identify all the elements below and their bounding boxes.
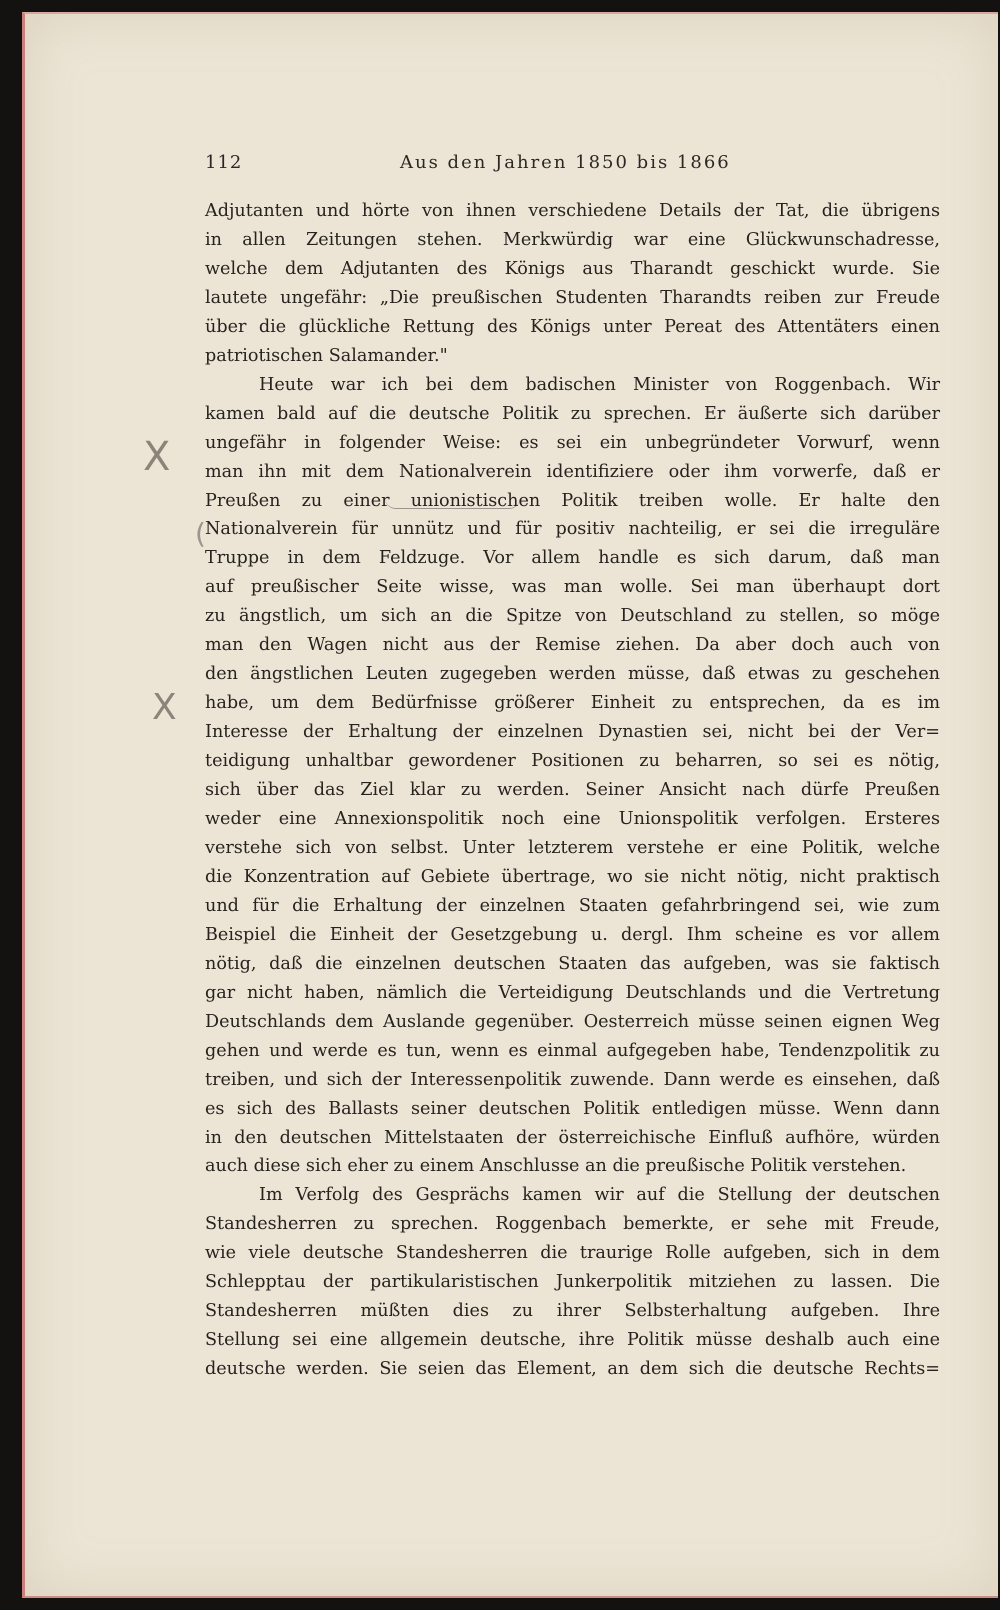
pencil-cross-mark: X [152,687,177,728]
text-line: kamen bald auf die deutsche Politik zu sprechen. Er äußerte sich darüber [205,403,940,424]
text-line: es sich des Ballasts seiner deutschen Politik entledigen müsse. Wenn dann [205,1098,940,1119]
text-line: über die glückliche Rettung des Königs unter Pereat des Attentäters einen [205,316,940,337]
text-line: in den deutschen Mittelstaaten der österreichische Einfluß aufhöre, würden [205,1127,940,1148]
text-line: welche dem Adjutanten des Königs aus Tharandt geschickt wurde. Sie [205,258,940,279]
text-line: auch diese sich eher zu einem Anschlusse an die preußische Politik verstehen. [205,1156,907,1177]
text-line: verstehe sich von selbst. Unter letzterem verstehe er eine Politik, welche [205,837,940,858]
text-line: auf preußischer Seite wisse, was man wolle. Sei man überhaupt dort [205,577,940,598]
text-line: teidigung unhaltbar gewordener Positionen zu beharren, so sei es nötig, [205,751,940,772]
text-line: ungefähr in folgender Weise: es sei ein unbegründeter Vorwurf, wenn [205,432,940,453]
pencil-bracket-mark: ( [195,517,206,550]
text-line: Standesherren zu sprechen. Roggenbach bemerkte, er sehe mit Freude, [205,1214,940,1235]
text-line: gehen und werde es tun, wenn es einmal aufgegeben habe, Tendenzpolitik zu [205,1040,940,1061]
text-line: Truppe in dem Feldzuge. Vor allem handle es sich darum, daß man [205,548,940,569]
text-line: sich über das Ziel klar zu werden. Seiner Ansicht nach dürfe Preußen [205,780,940,801]
page-number: 112 [205,152,243,173]
text-line: Stellung sei eine allgemein deutsche, ihre Politik müsse deshalb auch eine [205,1330,940,1351]
text-line: Im Verfolg des Gesprächs kamen wir auf die Stellung der deutschen [259,1185,940,1206]
text-line: gar nicht haben, nämlich die Verteidigung Deutschlands und die Vertretung [205,982,940,1003]
text-line: treiben, und sich der Interessenpolitik zuwende. Dann werde es einsehen, daß [205,1069,940,1090]
text-line: Deutschlands dem Auslande gegenüber. Oesterreich müsse seinen eignen Weg [205,1011,940,1032]
body-text [205,197,940,1384]
text-line: Preußen zu einer unionistischen Politik treiben wolle. Er halte den [205,490,940,511]
text-line: Standesherren müßten dies zu ihrer Selbsterhaltung aufgeben. Ihre [205,1301,940,1322]
text-line: Heute war ich bei dem badischen Minister von Roggenbach. Wir [259,374,940,395]
text-line: man ihn mit dem Nationalverein identifiziere oder ihm vorwerfe, daß er [205,461,940,482]
text-line: patriotischen Salamander." [205,345,448,366]
text-line: die Konzentration auf Gebiete übertrage, wo sie nicht nötig, nicht praktisch [205,866,940,887]
paragraph [205,197,940,371]
text-line: den ängstlichen Leuten zugegeben werden müsse, daß etwas zu geschehen [205,664,940,685]
text-line: weder eine Annexionspolitik noch eine Unionspolitik verfolgen. Ersteres [205,809,940,830]
paragraph [205,1181,940,1384]
text-line: zu ängstlich, um sich an die Spitze von Deutschland zu stellen, so möge [205,606,940,627]
page-header [205,152,940,176]
paragraph [205,371,940,1182]
text-line: man den Wagen nicht aus der Remise ziehen. Da aber doch auch von [205,635,940,656]
text-line: lautete ungefähr: „Die preußischen Studenten Tharandts reiben zur Freude [205,287,940,308]
pencil-cross-mark: X [143,434,171,480]
text-line: deutsche werden. Sie seien das Element, an dem sich die deutsche Rechts= [205,1359,940,1380]
text-line: Beispiel die Einheit der Gesetzgebung u. dergl. Ihm scheine es vor allem [205,924,940,945]
text-line: nötig, daß die einzelnen deutschen Staaten das aufgeben, was sie faktisch [205,953,940,974]
text-line: habe, um dem Bedürfnisse größerer Einheit zu entsprechen, da es im [205,693,940,714]
text-line: in allen Zeitungen stehen. Merkwürdig war eine Glückwunschadresse, [205,229,940,250]
text-line: Interesse der Erhaltung der einzelnen Dynastien sei, nicht bei der Ver= [205,722,940,743]
running-title: Aus den Jahren 1850 bis 1866 [400,152,731,173]
text-line: wie viele deutsche Standesherren die traurige Rolle aufgeben, sich in dem [205,1243,940,1264]
text-line: Adjutanten und hörte von ihnen verschiedene Details der Tat, die übrigens [205,201,940,221]
text-line: und für die Erhaltung der einzelnen Staaten gefahrbringend sei, wie zum [205,895,940,916]
text-line: Nationalverein für unnütz und für positiv nachteilig, er sei die irreguläre [205,519,940,540]
text-line: Schlepptau der partikularistischen Junkerpolitik mitziehen zu lassen. Die [205,1272,940,1293]
